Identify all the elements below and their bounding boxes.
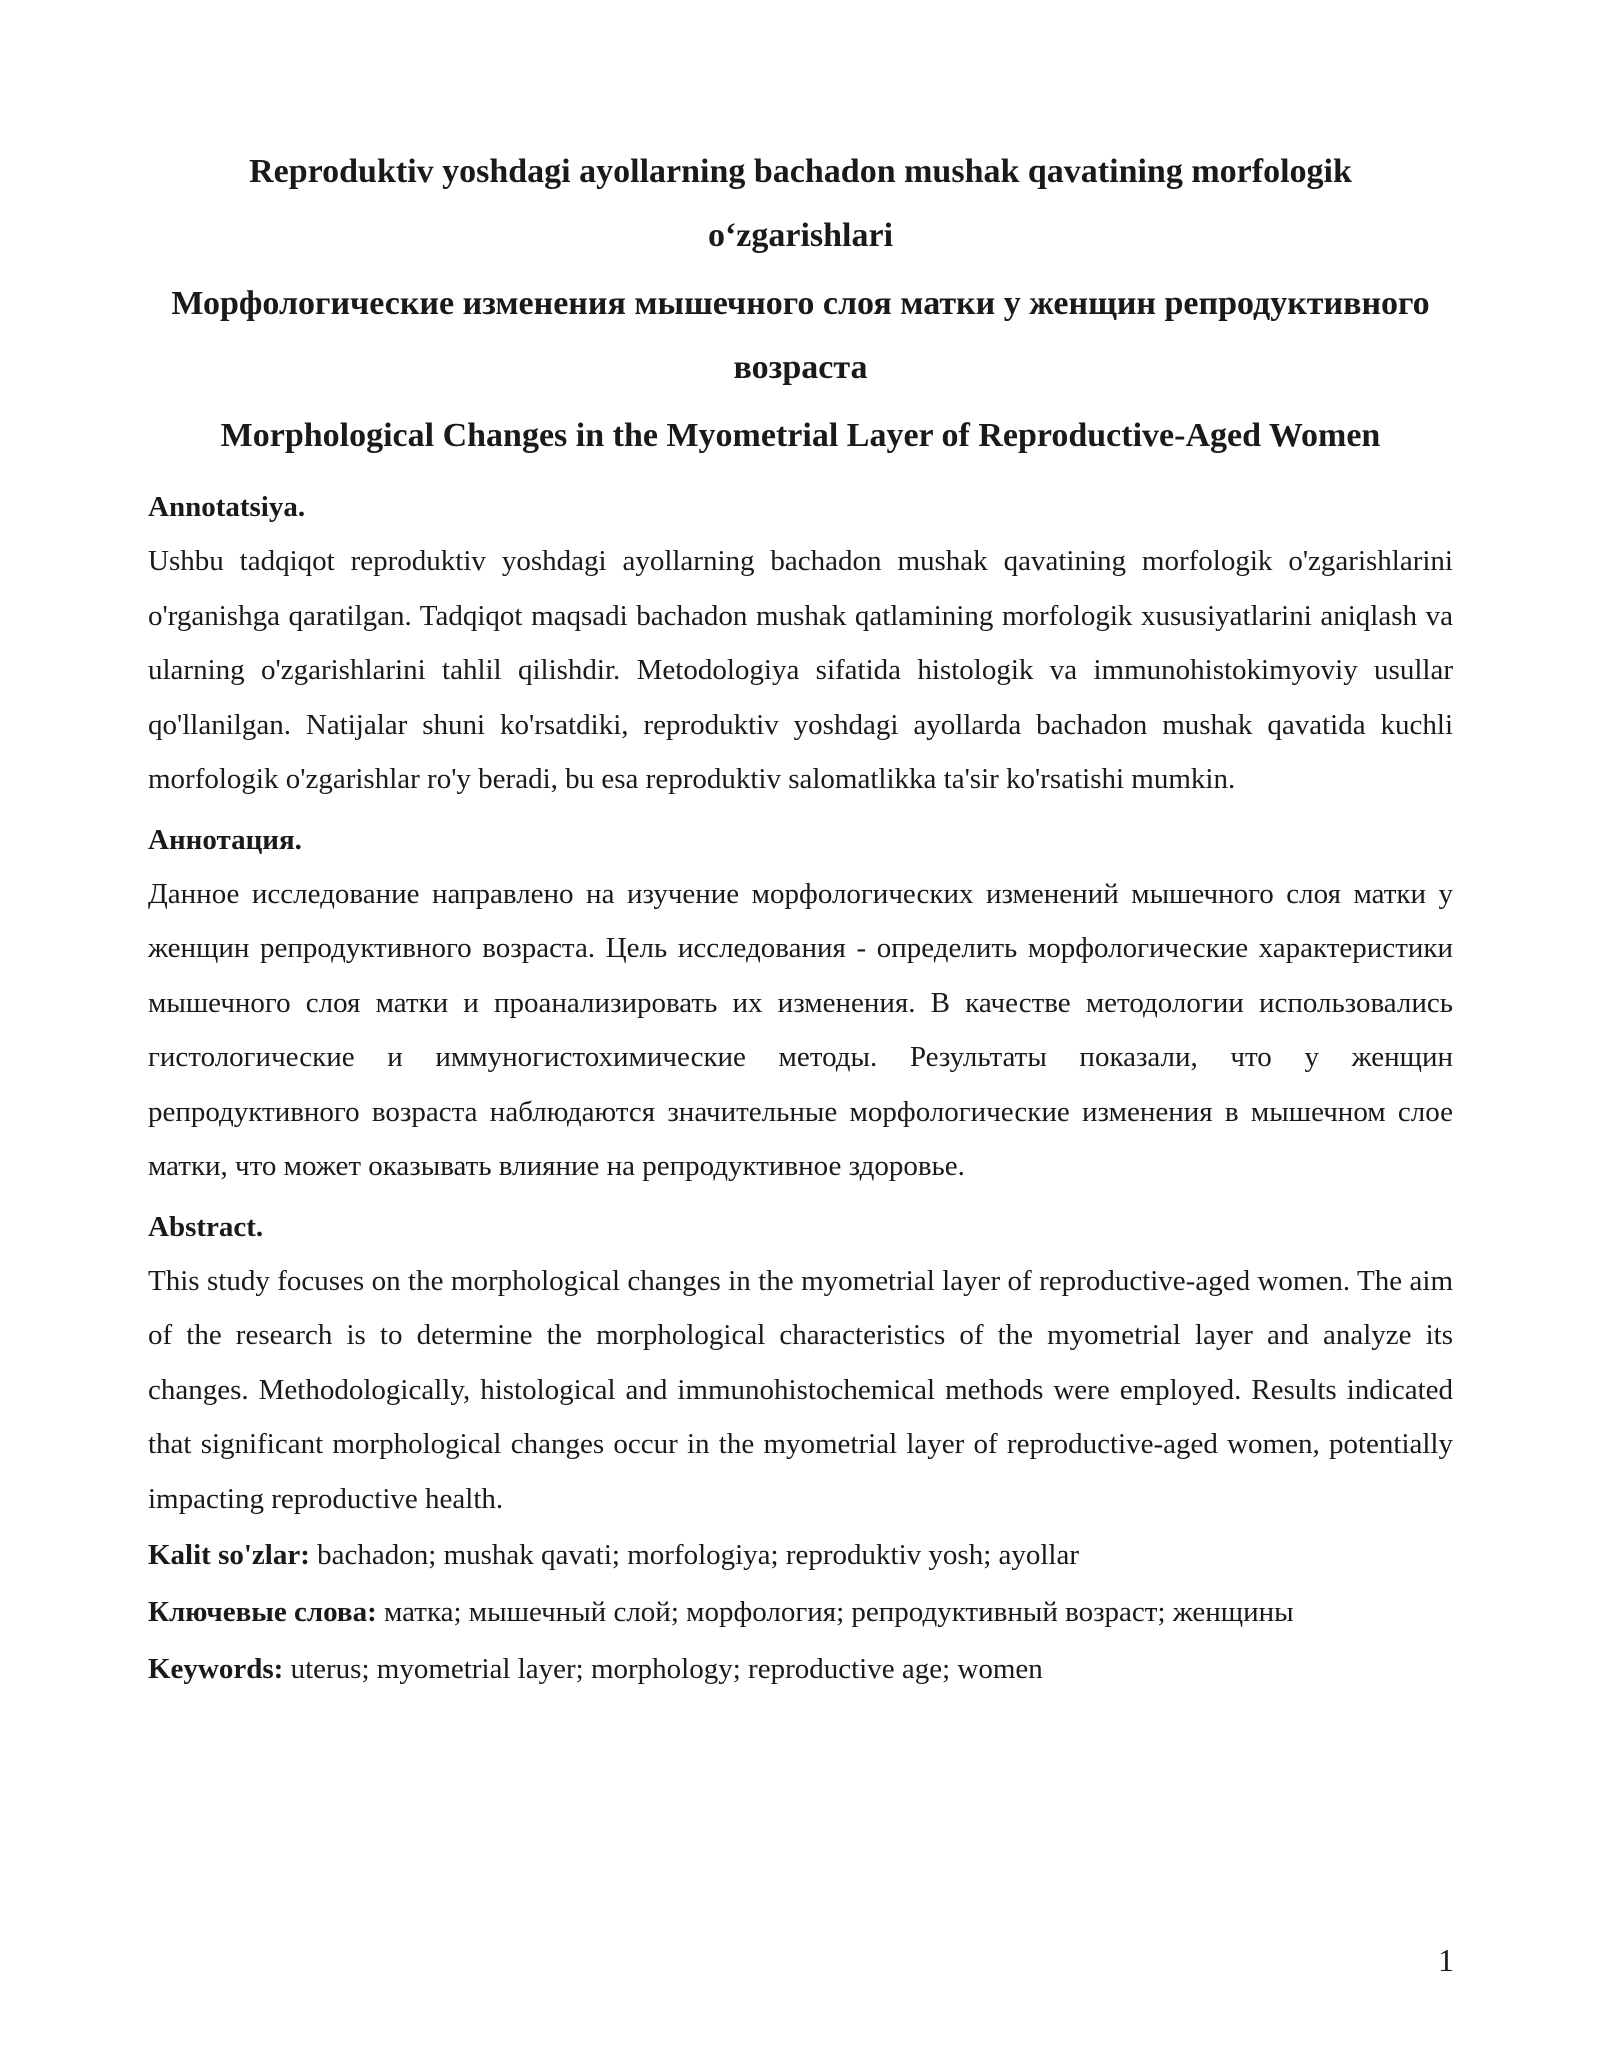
title-russian: Морфологические изменения мышечного слоя матки у женщин репродуктивного возраста: [171, 285, 1430, 386]
abstract-text-uzbek: Ushbu tadqiqot reproduktiv yoshdagi ayollarning bachadon mushak qavatining morfologik o'zgarishlarini o'rganishga qaratilgan. Tadqiqot maqsadi bachadon mushak qatlamining morfologik xususiyatlarini aniqlash va ularning o'zgarishlarini tahlil qilishdir. Metodologiya sifatida histologik va immunohistokimyoviy usullar qo'llanilgan. Natijalar shuni ko'rsatdiki, reproduktiv yoshdagi ayollarda bachadon mushak qavatida kuchli morfologik o'zgarishlar ro'y beradi, bu esa reproduktiv salomatlikka ta'sir ko'rsatishi mumkin.: [148, 545, 1453, 795]
keywords-english: [148, 1650, 1453, 1688]
abstract-text-russian: Данное исследование направлено на изучение морфологических изменений мышечного слоя матки у женщин репродуктивного возраста. Цель исследования - определить морфологические характеристики мышечного слоя матки и проанализировать их изменения. В качестве методологии использовались гистологические и иммуногистохимические методы. Результаты показали, что у женщин репродуктивного возраста наблюдаются значительные морфологические изменения в мышечном слое матки, что может оказывать влияние на репродуктивное здоровье.: [148, 877, 1453, 1182]
abstract-text-english: This study focuses on the morphological changes in the myometrial layer of reproductive-aged women. The aim of the research is to determine the morphological characteristics of the myometrial layer and analyze its changes. Methodologically, histological and immunohistochemical methods were employed. Results indicated that significant morphological changes occur in the myometrial layer of reproductive-aged women, potentially impacting reproductive health.: [148, 1264, 1453, 1515]
keywords-value-russian: матка; мышечный слой; морфология; репродуктивный возраст; женщины: [376, 1596, 1294, 1628]
keywords-russian: [148, 1593, 1453, 1631]
title-english: Morphological Changes in the Myometrial Layer of Reproductive-Aged Women: [220, 417, 1381, 454]
abstract-heading-english: Abstract.: [148, 1210, 264, 1243]
abstract-heading-uzbek: Annotatsiya.: [148, 491, 306, 523]
page-number: 1: [1438, 1942, 1454, 1978]
abstract-heading-russian: Аннотация.: [148, 823, 302, 856]
document-page: [148, 140, 1453, 1707]
keywords-value-uzbek: bachadon; mushak qavati; morfologiya; reproduktiv yosh; ayollar: [309, 1539, 1080, 1571]
title-uzbek: Reproduktiv yoshdagi ayollarning bachadon mushak qavatining morfologik o‘zgarishlari: [249, 153, 1352, 254]
keywords-label-russian: Ключевые слова:: [148, 1596, 377, 1628]
keywords-value-english: uterus; myometrial layer; morphology; reproductive age; women: [283, 1653, 1043, 1685]
keywords-uzbek: [148, 1536, 1453, 1574]
keywords-label-english: Keywords:: [148, 1653, 284, 1685]
keywords-label-uzbek: Kalit so'zlar:: [148, 1539, 310, 1571]
